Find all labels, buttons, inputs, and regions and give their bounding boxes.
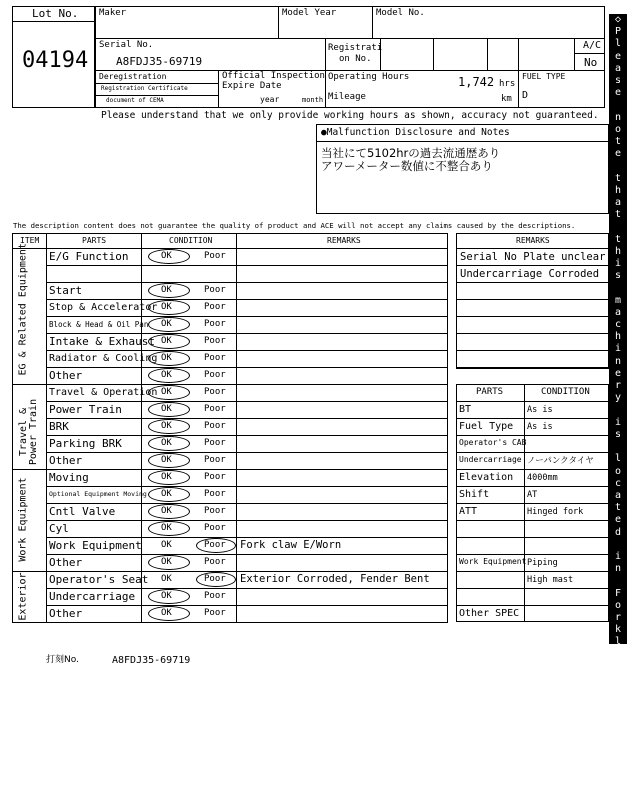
inspection-part: Travel & Operation	[49, 387, 158, 398]
condition-poor: Poor	[204, 370, 226, 380]
spec-part: Elevation	[459, 472, 514, 483]
inspection-row	[46, 367, 448, 384]
inspection-part: BRK	[49, 420, 69, 433]
condition-ok: OK	[161, 370, 172, 380]
inspection-part: E/G Function	[49, 250, 129, 263]
registration-label-2: on No.	[339, 54, 372, 64]
month-label: month	[302, 96, 324, 104]
ac-label: A/C	[583, 40, 602, 51]
condition-ok: OK	[161, 523, 172, 533]
lot-no-label: Lot No.	[32, 7, 79, 20]
model-no-label: Model No.	[376, 8, 425, 18]
inspection-part: Work Equipment	[49, 539, 142, 552]
condition-poor: Poor	[204, 353, 226, 363]
condition-ok: OK	[161, 387, 172, 397]
serial-no-label: Serial No.	[99, 40, 154, 50]
malfunction-title: ●Malfunction Disclosure and Notes	[321, 127, 510, 138]
condition-poor: Poor	[204, 574, 226, 584]
malfunction-note-1: 当社にて5102hrの過去流通歴あり	[321, 146, 501, 160]
condition-circle	[148, 453, 190, 468]
condition-circle	[148, 402, 190, 417]
lot-number: 04194	[22, 48, 89, 73]
condition-ok: OK	[161, 591, 172, 601]
condition-poor: Poor	[204, 608, 226, 618]
inspection-part: Other	[49, 454, 83, 467]
condition-poor: Poor	[204, 489, 226, 499]
condition-poor: Poor	[204, 523, 226, 533]
operating-hours-value: 1,742	[458, 75, 495, 89]
side-banner-text: ◇ P l e a s e n o t e t h a t t h i s m a c h i n e r y i s l o c a t e d i n F o r k l i f t P a r k i n g ◇	[614, 14, 622, 794]
inspection-row	[46, 282, 448, 299]
spec-value: As is	[527, 405, 553, 415]
condition-ok: OK	[161, 608, 172, 618]
inspection-row	[46, 503, 448, 520]
group-travel-label: Travel & Power Train	[18, 398, 39, 466]
inspection-row	[46, 316, 448, 333]
condition-poor: Poor	[204, 251, 226, 261]
model-year-label: Model Year	[282, 8, 337, 18]
registration-certificate-label: Registration Certificate	[101, 85, 188, 92]
inspection-part: Cntl Valve	[49, 505, 116, 518]
operating-hours-label: Operating Hours	[328, 72, 410, 82]
disclaimer: The description content does not guarantee the quality of product and ACE will not accept any claims caused by the descriptions.	[13, 221, 576, 230]
inspection-row	[46, 384, 448, 401]
inspection-row	[46, 435, 448, 452]
spec-part: Undercarriage	[459, 455, 522, 464]
condition-ok: OK	[161, 251, 172, 261]
spec-part: Shift	[459, 489, 490, 500]
group-work-label: Work Equipment	[17, 477, 29, 562]
spec-part: Operator's CAB	[459, 438, 527, 447]
remarks-panel-title: REMARKS	[516, 236, 550, 245]
condition-ok: OK	[161, 421, 172, 431]
condition-ok: OK	[161, 557, 172, 567]
spec-part: Work Equipment	[459, 557, 527, 566]
condition-circle	[148, 487, 190, 502]
condition-ok: OK	[161, 285, 172, 295]
inspection-part: Operator's Seat	[49, 573, 149, 586]
inspection-part: Radiator & Cooling	[49, 353, 158, 364]
spec-value: High mast	[527, 575, 574, 585]
fuel-type-value: D	[522, 90, 529, 101]
registration-label-1: Registrati	[328, 43, 383, 53]
condition-ok: OK	[161, 302, 172, 312]
condition-circle	[148, 555, 190, 570]
condition-poor: Poor	[204, 404, 226, 414]
inspection-part: Intake & Exhaust	[49, 335, 155, 348]
condition-circle	[148, 351, 190, 366]
inspection-part: Other	[49, 607, 83, 620]
condition-poor: Poor	[204, 540, 226, 550]
inspection-remark: Fork claw E/Worn	[240, 539, 342, 551]
condition-poor: Poor	[204, 285, 226, 295]
condition-poor: Poor	[204, 302, 226, 312]
inspection-part: Stop & Accelerator	[49, 302, 158, 313]
serial-no-value: A8FDJ35-69719	[116, 55, 203, 68]
inspection-row	[46, 537, 448, 554]
condition-ok: OK	[161, 404, 172, 414]
spec-value: ノーパンクタイヤ	[527, 456, 594, 466]
hours-notice: Please understand that we only provide working hours as shown, accuracy not guaranteed.	[101, 110, 599, 121]
spec-col-condition: CONDITION	[541, 387, 590, 397]
condition-circle	[196, 572, 236, 587]
condition-ok: OK	[161, 438, 172, 448]
inspection-row	[46, 452, 448, 469]
condition-poor: Poor	[204, 472, 226, 482]
group-eg-label: EG & Related Equipment	[17, 243, 29, 376]
condition-poor: Poor	[204, 591, 226, 601]
inspection-part: Start	[49, 284, 83, 297]
spec-value: 4000mm	[527, 473, 558, 483]
inspection-part: Block & Head & Oil Pan	[49, 320, 149, 329]
condition-circle	[196, 538, 236, 553]
inspection-part: Undercarriage	[49, 590, 136, 603]
official-inspection-label: Official Inspection	[222, 71, 325, 81]
condition-circle	[148, 521, 190, 536]
condition-poor: Poor	[204, 421, 226, 431]
document-cema-label: document of CEMA	[106, 97, 164, 104]
spec-part: Other SPEC	[459, 608, 520, 619]
condition-circle	[148, 249, 190, 264]
condition-poor: Poor	[204, 506, 226, 516]
fuel-type-label: FUEL TYPE	[522, 72, 566, 81]
condition-ok: OK	[161, 353, 172, 363]
condition-ok: OK	[161, 319, 172, 329]
spec-part: ATT	[459, 506, 478, 517]
col-parts-header: PARTS	[82, 236, 107, 245]
inspection-row	[46, 469, 448, 486]
inspection-part: Other	[49, 556, 83, 569]
condition-poor: Poor	[204, 336, 226, 346]
remarks-line: Serial No Plate unclear	[460, 251, 606, 263]
col-item-header: ITEM	[20, 236, 40, 245]
remarks-line: Undercarriage Corroded	[460, 268, 600, 280]
condition-poor: Poor	[204, 557, 226, 567]
condition-poor: Poor	[204, 387, 226, 397]
condition-circle	[148, 606, 190, 621]
condition-ok: OK	[161, 472, 172, 482]
inspection-row	[46, 265, 448, 282]
inspection-part: Other	[49, 369, 83, 382]
condition-circle	[148, 334, 190, 349]
inspection-part: Power Train	[49, 403, 122, 416]
condition-ok: OK	[161, 506, 172, 516]
inspection-row	[46, 299, 448, 316]
col-condition-header: CONDITION	[169, 236, 213, 245]
condition-ok: OK	[161, 574, 172, 584]
stamp-no-label: 打刻No.	[46, 655, 79, 665]
inspection-part: Parking BRK	[49, 437, 122, 450]
stamp-no-value: A8FDJ35-69719	[112, 655, 191, 666]
deregistration-label: Deregistration	[99, 72, 167, 81]
condition-circle	[148, 504, 190, 519]
condition-ok: OK	[161, 489, 172, 499]
inspection-row	[46, 520, 448, 537]
condition-poor: Poor	[204, 319, 226, 329]
expire-date-label: Expire Date	[222, 81, 282, 91]
malfunction-note-2: アワーメーター数値に不整合あり	[321, 159, 493, 173]
inspection-row	[46, 418, 448, 435]
hrs-label: hrs	[499, 79, 516, 89]
inspection-row	[46, 571, 448, 588]
inspection-part: Optional Equipment Moving	[49, 490, 147, 498]
spec-value: Hinged fork	[527, 507, 584, 517]
condition-circle	[148, 419, 190, 434]
spec-col-parts: PARTS	[476, 387, 504, 397]
condition-circle	[148, 317, 190, 332]
condition-poor: Poor	[204, 455, 226, 465]
spec-value: Piping	[527, 558, 558, 568]
spec-part: Fuel Type	[459, 421, 514, 432]
condition-circle	[148, 385, 190, 400]
condition-ok: OK	[161, 540, 172, 550]
inspection-row	[46, 605, 448, 622]
inspection-row	[46, 350, 448, 367]
inspection-row	[46, 401, 448, 418]
condition-poor: Poor	[204, 438, 226, 448]
condition-ok: OK	[161, 336, 172, 346]
spec-value: As is	[527, 422, 553, 432]
group-exterior-label: Exterior	[17, 572, 29, 621]
side-banner	[609, 14, 627, 794]
inspection-row	[46, 486, 448, 503]
inspection-row	[46, 248, 448, 265]
inspection-row	[46, 554, 448, 571]
condition-circle	[148, 436, 190, 451]
condition-ok: OK	[161, 455, 172, 465]
inspection-part: Cyl	[49, 522, 69, 535]
maker-label: Maker	[99, 8, 127, 18]
ac-value: No	[584, 56, 598, 69]
km-label: km	[501, 94, 512, 104]
inspection-row	[46, 333, 448, 350]
year-label: year	[260, 95, 280, 104]
condition-circle	[148, 368, 190, 383]
inspection-part: Moving	[49, 471, 89, 484]
spec-value: AT	[527, 490, 538, 500]
col-remarks-header: REMARKS	[327, 236, 361, 245]
mileage-label: Mileage	[328, 92, 366, 102]
condition-circle	[148, 283, 190, 298]
condition-circle	[148, 300, 190, 315]
inspection-row	[46, 588, 448, 605]
condition-circle	[148, 589, 190, 604]
spec-part: BT	[459, 404, 472, 415]
inspection-remark: Exterior Corroded, Fender Bent	[240, 573, 430, 585]
condition-circle	[148, 470, 190, 485]
